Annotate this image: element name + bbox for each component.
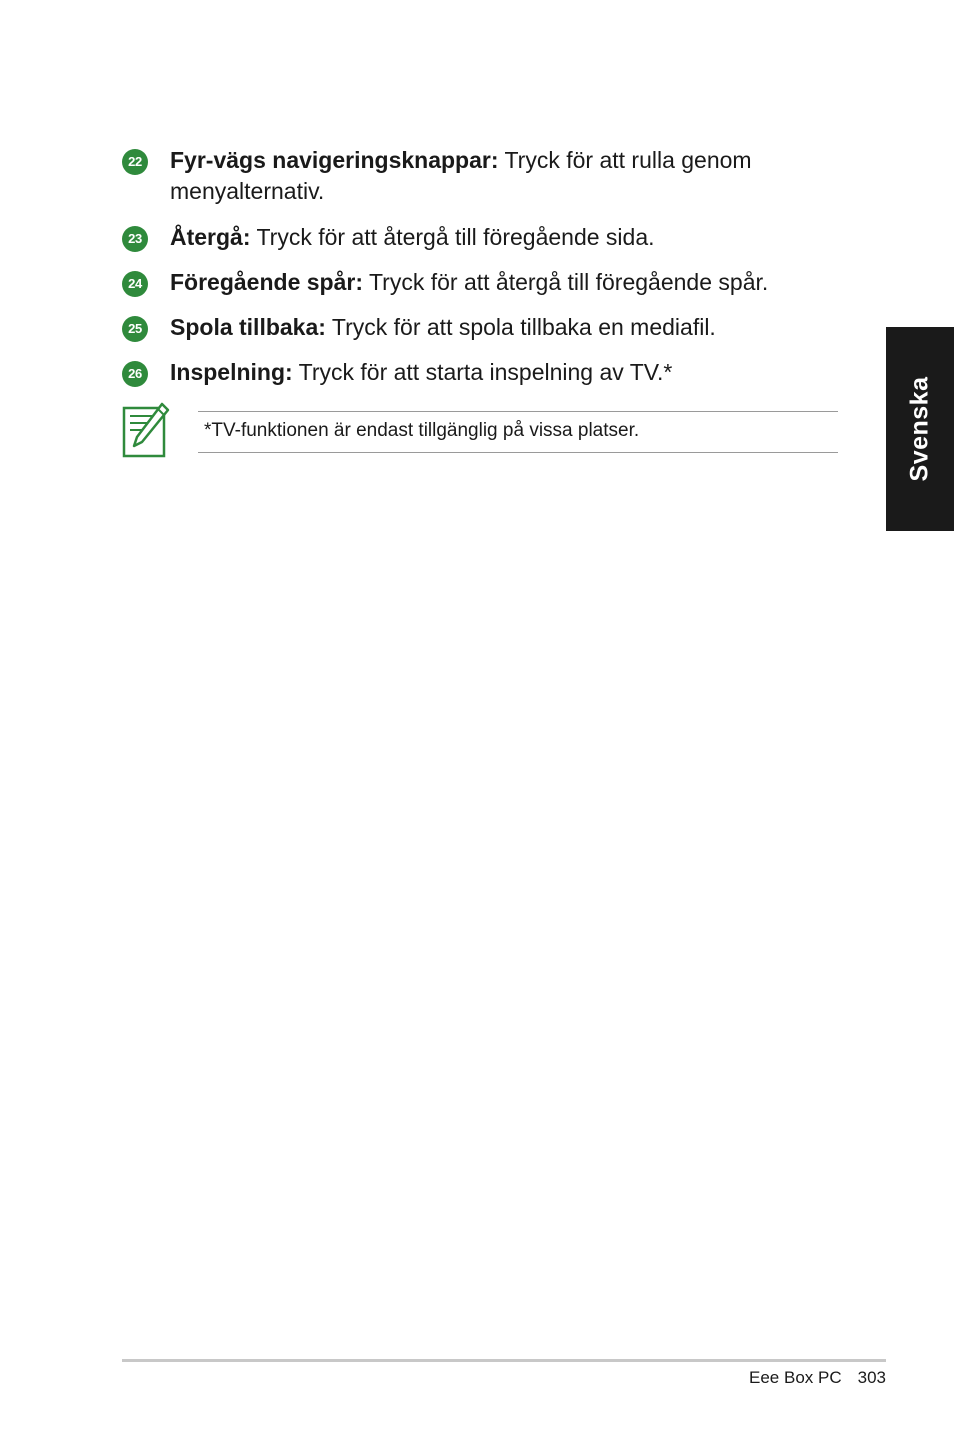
footer-product-name: Eee Box PC [749, 1368, 842, 1387]
item-text [170, 145, 810, 207]
item-term: Återgå: [170, 224, 251, 250]
item-term: Inspelning: [170, 359, 293, 385]
page-number: 303 [857, 1368, 886, 1387]
note-text: *TV-funktionen är endast tillgänglig på vissa platser. [204, 420, 640, 441]
item-text [170, 312, 810, 343]
item-term: Spola tillbaka: [170, 314, 326, 340]
item-number-badge: 23 [122, 226, 148, 252]
language-tab [886, 327, 954, 531]
item-term: Föregående spår: [170, 269, 363, 295]
item-description: Tryck för att starta inspelning av TV.* [292, 359, 673, 385]
item-number-badge: 24 [122, 271, 148, 297]
footer-divider [122, 1359, 886, 1362]
page-footer [749, 1367, 886, 1389]
note-pencil-icon [122, 402, 170, 458]
item-description: Tryck för att återgå till föregående sida. [250, 224, 655, 250]
item-number-badge: 22 [122, 149, 148, 175]
language-tab-label: Svenska [905, 376, 934, 482]
item-term: Fyr-vägs navigeringsknappar: [170, 147, 499, 173]
item-description: Tryck för att spola tillbaka en mediafil. [325, 314, 716, 340]
note-box [198, 411, 838, 453]
item-text [170, 222, 810, 253]
item-number-badge: 26 [122, 361, 148, 387]
item-description: Tryck för att rulla genom menyalternativ. [170, 147, 752, 204]
item-text [170, 267, 810, 298]
item-number-badge: 25 [122, 316, 148, 342]
item-text [170, 357, 810, 388]
item-description: Tryck för att återgå till föregående spår. [363, 269, 769, 295]
